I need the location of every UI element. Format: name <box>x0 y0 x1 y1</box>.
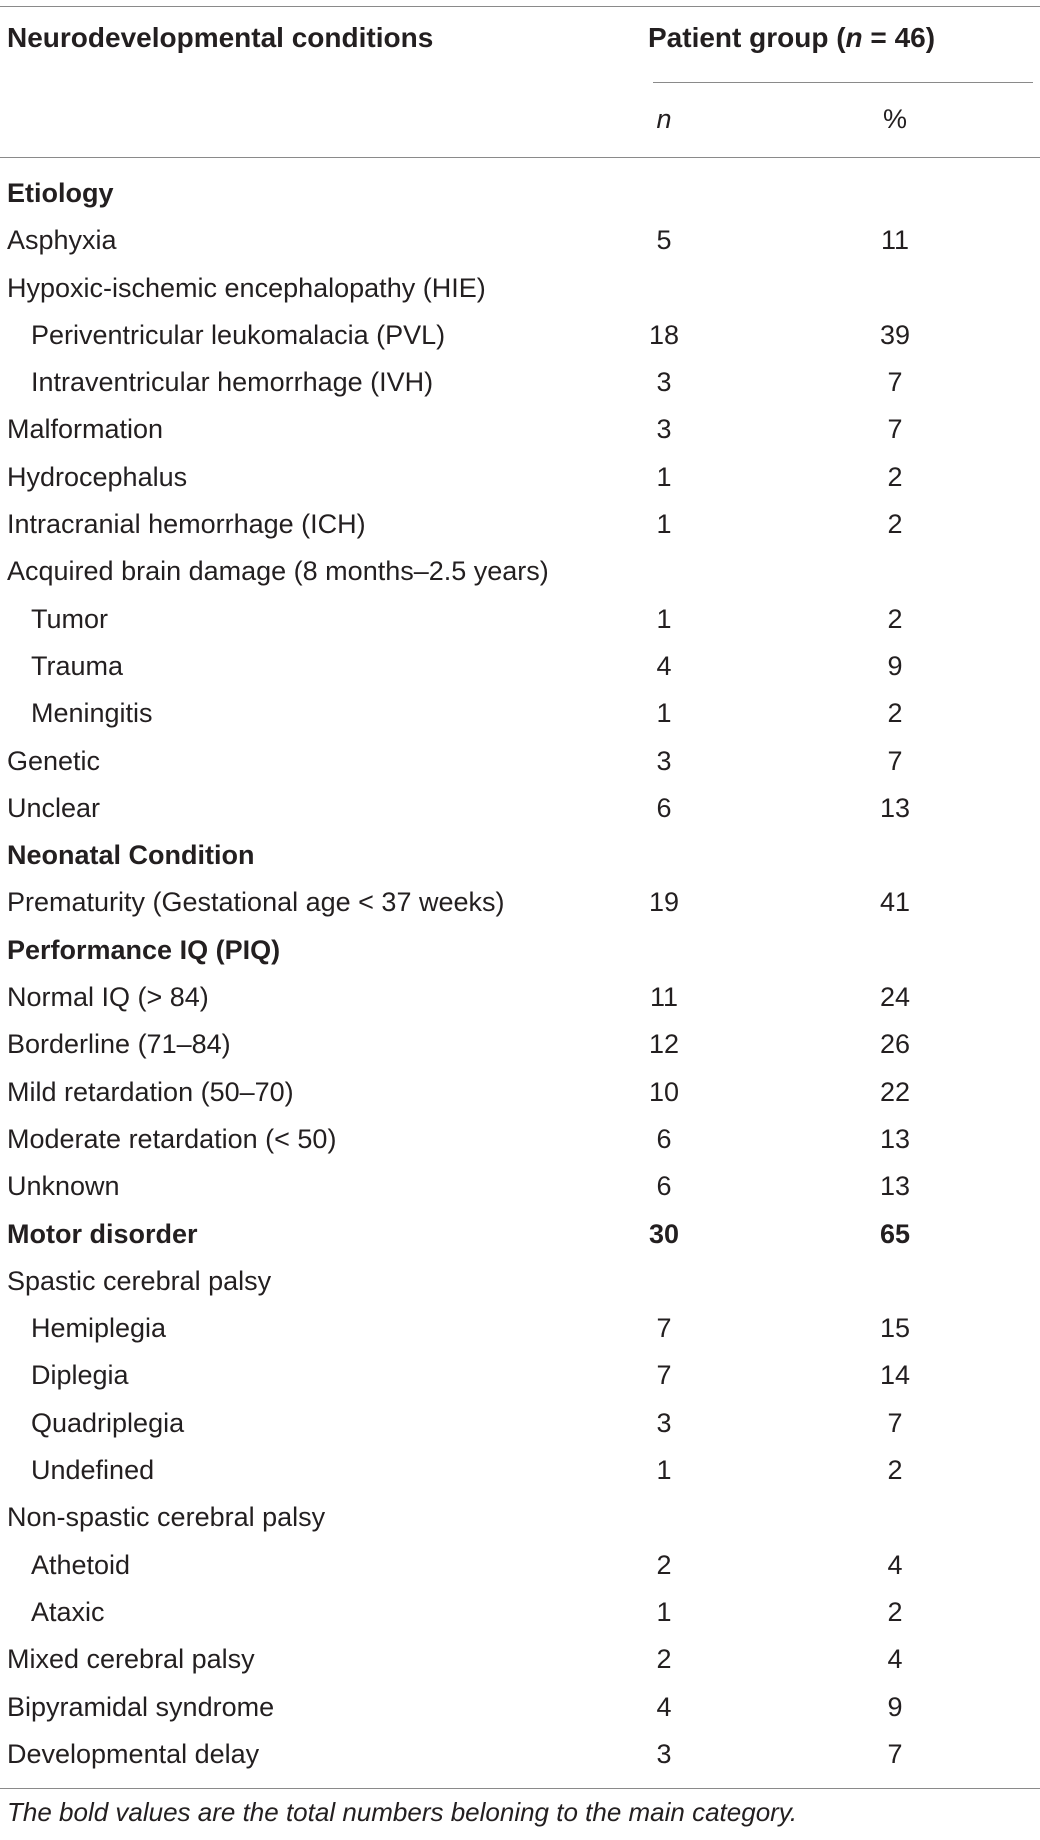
cell-n: 3 <box>656 1738 672 1769</box>
row-label: Mixed cerebral palsy <box>7 1644 255 1675</box>
cell-n: 4 <box>656 1691 672 1722</box>
cell-n: 5 <box>656 225 672 256</box>
table-row <box>0 501 1040 548</box>
table-row <box>0 265 1040 312</box>
section-row <box>0 170 1040 217</box>
cell-percent: 24 <box>879 982 911 1013</box>
row-label: Ataxic <box>31 1596 105 1627</box>
table-row <box>0 1400 1040 1447</box>
cell-n: 18 <box>648 319 680 350</box>
cell-percent: 4 <box>887 1549 903 1580</box>
row-label: Borderline (71–84) <box>7 1029 231 1060</box>
cell-percent: 26 <box>879 1029 911 1060</box>
table-row <box>0 359 1040 406</box>
cell-n: 6 <box>656 1123 672 1154</box>
row-label: Moderate retardation (< 50) <box>7 1123 337 1154</box>
table-row <box>0 548 1040 595</box>
table-row <box>0 1636 1040 1683</box>
cell-percent: 2 <box>887 603 903 634</box>
table-row <box>0 1021 1040 1068</box>
cell-n: 3 <box>656 1407 672 1438</box>
table-row <box>0 738 1040 785</box>
table-footnote: The bold values are the total numbers beloning to the main category. <box>7 1797 798 1827</box>
row-label: Unclear <box>7 792 101 823</box>
cell-percent: 2 <box>887 509 903 540</box>
row-label: Hemiplegia <box>31 1313 167 1344</box>
table-row <box>0 1305 1040 1352</box>
row-label: Meningitis <box>31 698 153 729</box>
cell-n: 1 <box>656 603 672 634</box>
cell-percent: 9 <box>887 650 903 681</box>
cell-n: 3 <box>656 745 672 776</box>
cell-percent: 15 <box>879 1313 911 1344</box>
cell-n: 1 <box>656 1455 672 1486</box>
cell-n: 3 <box>656 414 672 445</box>
row-label: Hypoxic-ischemic encephalopathy (HIE) <box>7 272 486 303</box>
row-label: Performance IQ (PIQ) <box>7 934 281 965</box>
cell-n: 2 <box>656 1644 672 1675</box>
cell-percent: 4 <box>887 1644 903 1675</box>
table-row <box>0 1731 1040 1778</box>
cell-percent: 13 <box>879 792 911 823</box>
row-label: Diplegia <box>31 1360 129 1391</box>
row-label: Trauma <box>31 650 124 681</box>
row-label: Motor disorder <box>7 1218 198 1249</box>
cell-percent: 39 <box>879 319 911 350</box>
table-row <box>0 1211 1040 1258</box>
cell-n: 10 <box>648 1076 680 1107</box>
cell-n: 7 <box>656 1360 672 1391</box>
table-row <box>0 1258 1040 1305</box>
cell-n: 1 <box>656 1596 672 1627</box>
cell-percent: 13 <box>879 1123 911 1154</box>
cell-n: 12 <box>648 1029 680 1060</box>
section-row <box>0 832 1040 879</box>
subheader-percent: % <box>882 104 907 134</box>
cell-percent: 9 <box>887 1691 903 1722</box>
column-header-patient-group: Patient group (n = 46) <box>648 22 936 53</box>
cell-percent: 2 <box>887 1596 903 1627</box>
cell-n: 11 <box>649 982 679 1013</box>
cell-percent: 2 <box>887 461 903 492</box>
table-row <box>0 1494 1040 1541</box>
cell-percent: 7 <box>887 745 903 776</box>
row-label: Hydrocephalus <box>7 461 188 492</box>
table-row <box>0 643 1040 690</box>
table-row <box>0 1352 1040 1399</box>
cell-n: 30 <box>648 1218 680 1249</box>
row-label: Prematurity (Gestational age < 37 weeks) <box>7 887 505 918</box>
cell-percent: 11 <box>880 225 910 256</box>
row-label: Intracranial hemorrhage (ICH) <box>7 509 366 540</box>
cell-n: 4 <box>656 650 672 681</box>
cell-percent: 7 <box>887 367 903 398</box>
table-row <box>0 596 1040 643</box>
table-row <box>0 1447 1040 1494</box>
table-row <box>0 1069 1040 1116</box>
row-label: Unknown <box>7 1171 120 1202</box>
cell-n: 1 <box>656 698 672 729</box>
row-label: Malformation <box>7 414 164 445</box>
row-label: Quadriplegia <box>31 1407 185 1438</box>
row-label: Genetic <box>7 745 101 776</box>
row-label: Non-spastic cerebral palsy <box>7 1502 326 1533</box>
cell-n: 7 <box>656 1313 672 1344</box>
table-row <box>0 879 1040 926</box>
row-label: Undefined <box>31 1455 155 1486</box>
table-row <box>0 454 1040 501</box>
row-label: Neonatal Condition <box>7 840 255 871</box>
section-row <box>0 927 1040 974</box>
header-bottom-rule <box>0 157 1040 158</box>
row-label: Tumor <box>31 603 109 634</box>
table-bottom-rule <box>0 1788 1040 1789</box>
cell-percent: 41 <box>879 887 911 918</box>
table-row <box>0 312 1040 359</box>
table-body <box>0 170 1040 1778</box>
cell-percent: 14 <box>879 1360 911 1391</box>
cell-n: 1 <box>656 461 672 492</box>
row-label: Asphyxia <box>7 225 117 256</box>
cell-percent: 13 <box>879 1171 911 1202</box>
table-row <box>0 690 1040 737</box>
row-label: Periventricular leukomalacia (PVL) <box>31 319 446 350</box>
table-row <box>0 1163 1040 1210</box>
row-label: Intraventricular hemorrhage (IVH) <box>31 367 434 398</box>
cell-percent: 7 <box>887 1407 903 1438</box>
cell-n: 3 <box>656 367 672 398</box>
table-row <box>0 974 1040 1021</box>
row-label: Athetoid <box>31 1549 131 1580</box>
row-label: Normal IQ (> 84) <box>7 982 209 1013</box>
cell-percent: 7 <box>887 414 903 445</box>
table-row <box>0 217 1040 264</box>
cell-n: 1 <box>656 509 672 540</box>
cell-percent: 22 <box>879 1076 911 1107</box>
table-row <box>0 785 1040 832</box>
row-label: Mild retardation (50–70) <box>7 1076 294 1107</box>
row-label: Acquired brain damage (8 months–2.5 years) <box>7 556 549 587</box>
cell-n: 6 <box>656 792 672 823</box>
table-top-rule <box>0 6 1040 7</box>
table-row <box>0 406 1040 453</box>
cell-percent: 65 <box>879 1218 911 1249</box>
cell-percent: 2 <box>887 1455 903 1486</box>
table-row <box>0 1542 1040 1589</box>
cell-percent: 2 <box>887 698 903 729</box>
group-header-rule <box>653 82 1033 83</box>
cell-n: 6 <box>656 1171 672 1202</box>
cell-percent: 7 <box>887 1738 903 1769</box>
row-label: Bipyramidal syndrome <box>7 1691 275 1722</box>
row-label: Developmental delay <box>7 1738 260 1769</box>
table-row <box>0 1589 1040 1636</box>
cell-n: 19 <box>648 887 680 918</box>
row-label: Spastic cerebral palsy <box>7 1265 272 1296</box>
row-label: Etiology <box>7 178 114 208</box>
cell-n: 2 <box>656 1549 672 1580</box>
subheader-n: n <box>656 104 672 134</box>
table-row <box>0 1684 1040 1731</box>
column-header-condition: Neurodevelopmental conditions <box>7 22 434 53</box>
table-row <box>0 1116 1040 1163</box>
